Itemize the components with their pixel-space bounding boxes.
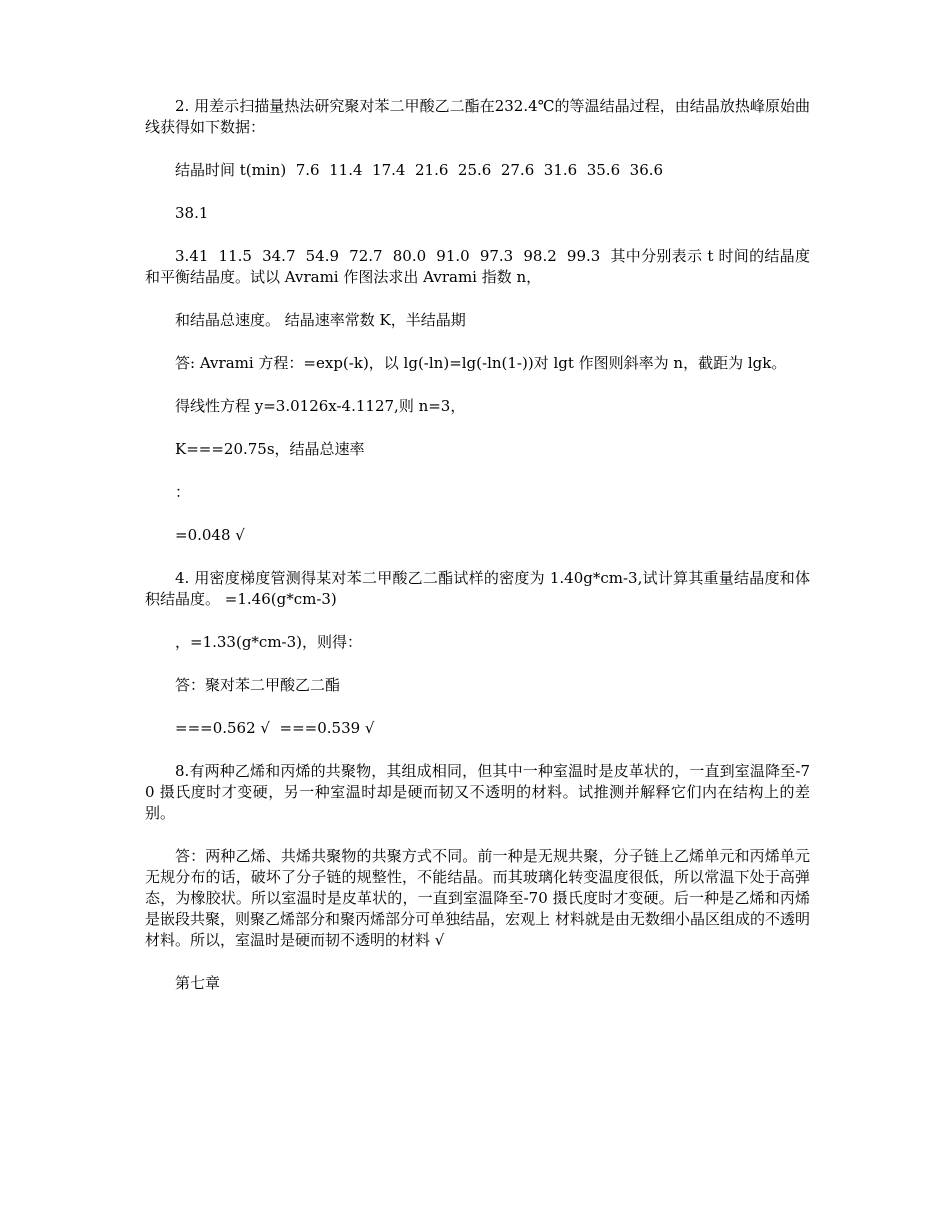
answer-2-result: =0.048 √ (175, 526, 245, 544)
chapter-heading: 第七章 (175, 974, 221, 992)
answer-4-result: ===0.562 √ ===0.539 √ (175, 719, 375, 737)
answer-2-avrami: 答: Avrami 方程：=exp(-k)，以 lg(-ln)=lg(-ln(1-))对 lgt 作图则斜率为 n，截距为 lgk。 (175, 354, 787, 372)
document-page (145, 96, 810, 1016)
question-8-text: 8.有两种乙烯和丙烯的共聚物，其组成相同，但其中一种室温时是皮革状的，一直到室温降至-70 摄氏度时才变硬，另一种室温时却是硬而韧又不透明的材料。试推测并解释它们内在结构上的差别。 (145, 762, 810, 822)
answer-2-linear-equation: 得线性方程 y=3.0126x-4.1127,则 n=3， (175, 397, 466, 415)
crystallization-time-data: 结晶时间 t(min) 7.6 11.4 17.4 21.6 25.6 27.6 31.6 35.6 36.6 (175, 161, 664, 179)
answer-2-rate-constant: K===20.75s，结晶总速率 (175, 440, 365, 458)
question-4-text: 4. 用密度梯度管测得某对苯二甲酸乙二酯试样的密度为 1.40g*cm-3,试计算其重量结晶度和体积结晶度。 =1.46(g*cm-3) (145, 569, 810, 608)
answer-4-label: 答：聚对苯二甲酸乙二酯 (175, 676, 341, 694)
question-4-density: ，=1.33(g*cm-3)，则得： (175, 633, 363, 651)
crystallinity-data: 3.41 11.5 34.7 54.9 72.7 80.0 91.0 97.3 98.2 99.3 其中分别表示 t 时间的结晶度和平衡结晶度。试以 Avrami 作图法求出 Avrami 指数 n， (145, 247, 810, 286)
answer-8-text: 答：两种乙烯、共烯共聚物的共聚方式不同。前一种是无规共聚，分子链上乙烯单元和丙烯单元无规分布的话，破坏了分子链的规整性，不能结晶。而其玻璃化转变温度很低，所以常温下处于高弹态，为橡胶状。所以室温时是皮革状的，一直到室温降至-70 摄氏度时才变硬。后一种是乙烯和丙烯是嵌段共聚，则聚乙烯部分和聚丙烯部分可单独结晶，宏观上 材料就是由无数细小晶区组成的不透明材料。所以，室温时是硬而韧不透明的材料 √ (145, 847, 810, 949)
question-2-ask: 和结晶总速度。 结晶速率常数 K，半结晶期 (175, 311, 466, 329)
crystallization-time-data-cont: 38.1 (175, 204, 209, 222)
question-2-text: 2. 用差示扫描量热法研究聚对苯二甲酸乙二酯在232.4℃的等温结晶过程，由结晶放热峰原始曲线获得如下数据： (145, 97, 810, 136)
answer-2-colon: ： (175, 483, 191, 501)
